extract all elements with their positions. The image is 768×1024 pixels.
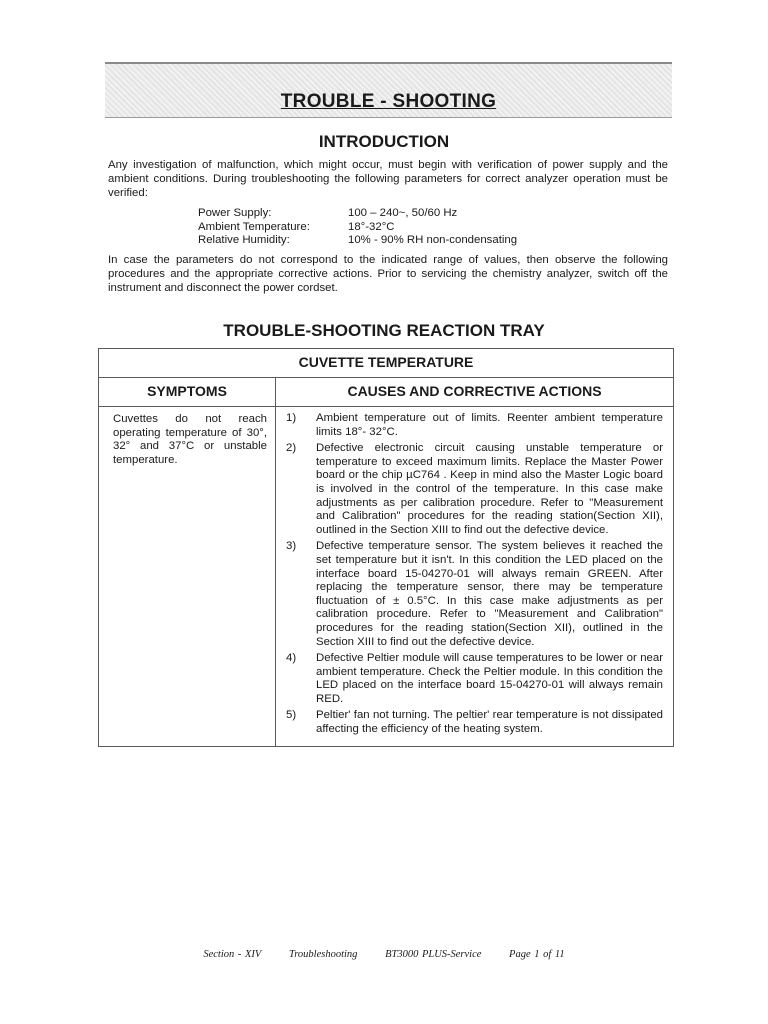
parameter-row [198,234,517,248]
list-item [286,540,663,649]
parameter-label: Power Supply: [198,207,272,219]
title-banner [105,62,672,118]
intro-paragraph: Any investigation of malfunction, which might occur, must begin with verification of power supply and the ambient conditions. During troubleshooting the following parameters for correct analyzer operation must be verified: [108,159,668,199]
footer-topic: Troubleshooting [288,949,358,960]
item-number: 4) [286,652,297,665]
list-item [286,709,663,736]
footer-page-number: Page 1 of 11 [509,949,565,960]
parameter-row [198,221,517,235]
section-heading: TROUBLE-SHOOTING REACTION TRAY [223,321,545,340]
page-footer [0,949,768,960]
footer-section: Section - XIV [203,949,262,960]
item-text: Peltier' fan not turning. The peltier' rear temperature is not dissipated affecting the efficiency of the heating system. [316,709,663,736]
parameter-value: 10% - 90% RH non-condensating [348,234,518,246]
symptom-cell: Cuvettes do not reach operating temperature of 30°, 32° and 37°C or unstable temperature. [99,407,276,747]
table-caption: CUVETTE TEMPERATURE [99,349,674,378]
troubleshooting-table [98,348,674,747]
actions-cell [276,407,674,747]
item-number: 1) [286,412,297,424]
introduction-heading: INTRODUCTION [318,132,450,151]
table-row [99,407,674,747]
list-item [286,442,663,537]
procedure-paragraph: In case the parameters do not correspond to the indicated range of values, then observe the following procedures and the appropriate corrective actions. Prior to servicing the chemistry analyzer, switch off the instrument and disconnect the power cordset. [108,254,668,294]
item-text: Defective electronic circuit causing unstable temperature or temperature to exceed maximum limits. Replace the Master Power board or the chip µC764 . Keep in mind also the Master Logic board is involved in the control of the temperature. In this case make adjustments as per calibration procedure. Refer to "Measurement and Calibration" procedures for the reading station(Section XII), outlined in the Section XIII to find out the defective device. [316,442,663,536]
footer-manual: BT3000 PLUS-Service [385,949,482,960]
item-number: 2) [286,442,297,455]
item-number: 3) [286,540,297,553]
parameter-value: 18°-32°C [348,220,395,233]
parameter-label: Relative Humidity: [198,234,290,246]
parameter-row [198,207,517,221]
item-text: Defective Peltier module will cause temperatures to be lower or near ambient temperature. Check the Peltier module. In this condition the LED placed on the interface board 15-04270-01 will always remain RED. [316,652,663,705]
parameter-list [198,207,517,248]
list-item [286,652,663,706]
item-number: 5) [286,709,297,722]
symptoms-header: SYMPTOMS [99,378,276,407]
parameter-value: 100 – 240~, 50/60 Hz [348,207,458,219]
parameter-label: Ambient Temperature: [198,220,310,233]
item-text: Defective temperature sensor. The system believes it reached the set temperature but it isn't. In this condition the LED placed on the interface board 15-04270-01 will always remain GREEN. After replacing the temperature sensor, there may be temperature fluctuation of ± 0.5°C. In this case make adjustments as per calibration procedure. Refer to "Measurement and Calibration" procedures for the reading station(Section XII), outlined in the Section XIII to find out the defective device. [316,540,663,648]
page-title: TROUBLE - SHOOTING [280,91,497,112]
item-text: Ambient temperature out of limits. Reenter ambient temperature limits 18°- 32°C. [316,412,663,438]
actions-header: CAUSES AND CORRECTIVE ACTIONS [276,378,674,407]
list-item [286,412,663,439]
